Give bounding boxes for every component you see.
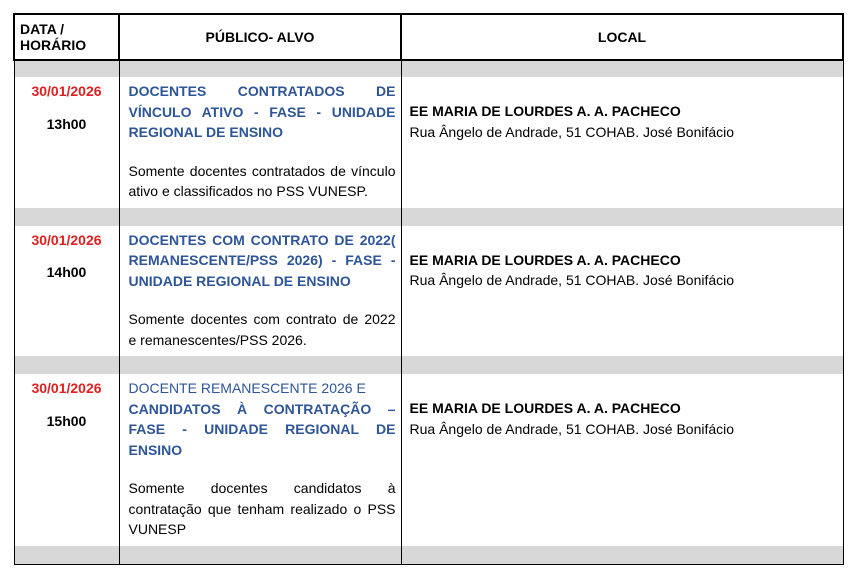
location-name: EE MARIA DE LOURDES A. A. PACHECO [409,103,681,119]
separator-row [14,208,843,226]
date-text: 30/01/2026 [31,380,102,396]
location-cell [401,374,843,546]
header-row [14,14,843,60]
table-row [14,77,843,208]
audience-title-plain: DOCENTE REMANESCENTE 2026 E [128,380,366,396]
audience-cell [119,226,401,357]
date-text: 30/01/2026 [31,83,102,99]
date-text: 30/01/2026 [31,231,102,248]
separator-row [14,546,843,565]
date-cell [14,374,119,546]
header-location: LOCAL [401,14,843,60]
header-audience: PÚBLICO- ALVO [119,14,401,60]
location-address: Rua Ângelo de Andrade, 51 COHAB. José Bonifácio [409,123,735,140]
date-cell [14,77,119,208]
location-cell [401,226,843,357]
location-cell [401,77,843,208]
audience-note: Somente docentes candidatos à contratação que tenham realizado o PSS VUNESP [128,480,396,537]
audience-title: DOCENTES CONTRATADOS DE VÍNCULO ATIVO - FASE - UNIDADE REGIONAL DE ENSINO [128,83,396,140]
location-address: Rua Ângelo de Andrade, 51 COHAB. José Bonifácio [409,272,735,288]
audience-note: Somente docentes contratados de vínculo ativo e classificados no PSS VUNESP. [128,162,396,199]
header-date: DATA / HORÁRIO [14,14,119,60]
time-text: 15h00 [46,412,87,429]
schedule-table [13,13,844,565]
audience-title: CANDIDATOS À CONTRATAÇÃO – FASE - UNIDADE REGIONAL DE ENSINO [128,400,396,458]
time-text: 13h00 [46,115,87,132]
location-name: EE MARIA DE LOURDES A. A. PACHECO [409,251,681,268]
audience-cell [119,374,401,546]
separator-row [14,356,843,374]
location-name: EE MARIA DE LOURDES A. A. PACHECO [409,400,681,416]
separator-row [14,60,843,77]
table-row [14,226,843,357]
time-text: 14h00 [46,264,87,280]
table-row [14,374,843,546]
date-cell [14,226,119,357]
audience-note: Somente docentes com contrato de 2022 e remanescentes/PSS 2026. [128,311,396,348]
audience-cell [119,77,401,208]
audience-title: DOCENTES COM CONTRATO DE 2022( REMANESCENTE/PSS 2026) - FASE - UNIDADE REGIONAL DE ENSINO [128,231,396,289]
location-address: Rua Ângelo de Andrade, 51 COHAB. José Bonifácio [409,420,735,437]
